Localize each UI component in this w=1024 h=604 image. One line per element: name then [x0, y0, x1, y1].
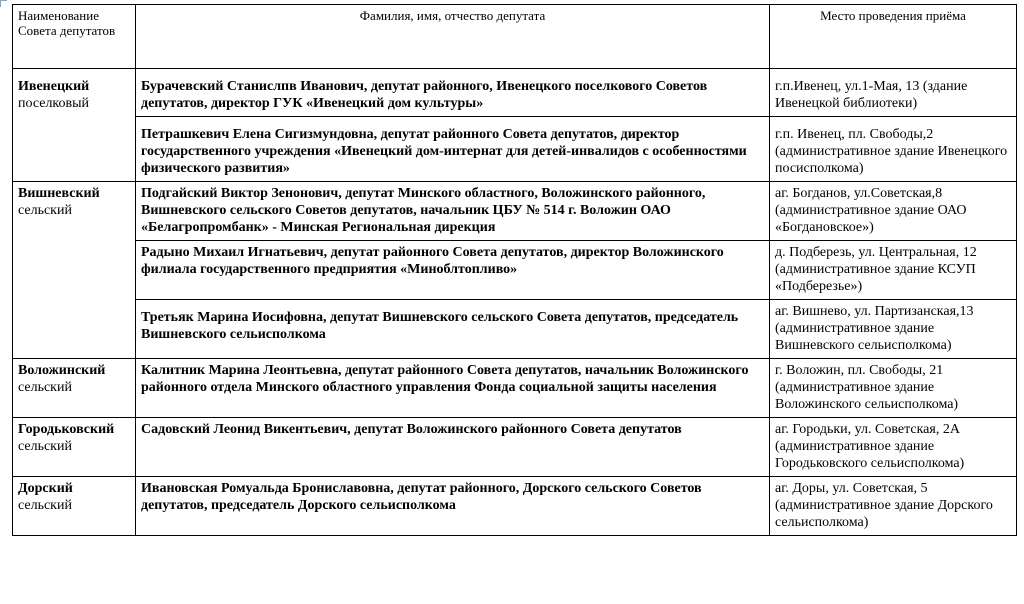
deputy-text: Калитник Марина Леонтьевна, депутат районного Совета депутатов, начальник Воложинского районного отдела Минского областного управления Фонда социальной защиты населения [141, 363, 749, 395]
header-council: Наименование Совета депутатов [13, 5, 136, 69]
deputy-text: Ивановская Ромуальда Брониславовна, депутат районного, Дорского сельского Советов депутатов, председатель Дорского сельисполкома [141, 481, 702, 513]
council-type: сельский [18, 380, 72, 395]
place-cell [770, 69, 1017, 117]
council-type: сельский [18, 203, 72, 218]
table-row [13, 117, 1017, 182]
deputy-text: Садовский Леонид Викентьевич, депутат Воложинского районного Совета депутатов [141, 422, 682, 437]
deputy-text: Подгайский Виктор Зенонович, депутат Минского областного, Воложинского районного, Вишневского сельского Советов депутатов, начальник ЦБУ № 514 г. Воложин ОАО «Белагропромбанк» - Минская Региональная дирекция [141, 186, 706, 235]
place-cell [770, 241, 1017, 300]
council-cell [13, 69, 136, 182]
table-row [13, 69, 1017, 117]
council-type: поселковый [18, 96, 90, 111]
council-name: Ивенецкий [18, 79, 90, 94]
header-place: Место проведения приёма [770, 5, 1017, 69]
deputy-cell [136, 117, 770, 182]
place-cell [770, 477, 1017, 536]
deputy-text: Радыно Михаил Игнатьевич, депутат районного Совета депутатов, директор Воложинского филиала государственного предприятия «Миноблтопливо» [141, 245, 724, 277]
deputy-cell [136, 182, 770, 241]
deputies-table [12, 4, 1017, 536]
table-row [13, 241, 1017, 300]
place-cell [770, 418, 1017, 477]
page-corner-mark [0, 0, 7, 7]
place-text: аг. Городьки, ул. Советская, 2А (административное здание Городьковского сельисполкома) [775, 422, 965, 471]
deputy-text: Петрашкевич Елена Сигизмундовна, депутат районного Совета депутатов, директор государственного учреждения «Ивенецкий дом-интернат для детей-инвалидов с особенностями физического развития» [141, 127, 747, 176]
council-name: Городьковский [18, 422, 115, 437]
deputy-cell [136, 300, 770, 359]
council-name: Воложинский [18, 363, 106, 378]
table-row [13, 418, 1017, 477]
council-cell [13, 359, 136, 418]
place-text: д. Подберезь, ул. Центральная, 12 (административное здание КСУП «Подберезье») [775, 245, 977, 294]
deputy-cell [136, 359, 770, 418]
council-cell [13, 182, 136, 359]
council-cell [13, 477, 136, 536]
table-row [13, 359, 1017, 418]
deputy-cell [136, 241, 770, 300]
place-text: г.п. Ивенец, пл. Свободы,2 (административное здание Ивенецкого посисполкома) [775, 127, 1008, 176]
document [12, 4, 1016, 536]
place-text: аг. Доры, ул. Советская, 5 (административное здание Дорского сельисполкома) [775, 481, 993, 530]
deputy-cell [136, 69, 770, 117]
council-cell [13, 418, 136, 477]
deputy-cell [136, 418, 770, 477]
deputy-text: Бурачевский Станислпв Иванович, депутат районного, Ивенецкого поселкового Советов депутатов, директор ГУК «Ивенецкий дом культуры» [141, 79, 708, 111]
council-type: сельский [18, 498, 72, 513]
council-type: сельский [18, 439, 72, 454]
place-cell [770, 117, 1017, 182]
deputy-cell [136, 477, 770, 536]
header-deputy: Фамилия, имя, отчество депутата [136, 5, 770, 69]
place-text: г.п.Ивенец, ул.1-Мая, 13 (здание Ивенецкой библиотеки) [775, 79, 968, 111]
place-text: аг. Вишнево, ул. Партизанская,13 (административное здание Вишневского сельисполкома) [775, 304, 974, 353]
council-name: Вишневский [18, 186, 100, 201]
place-cell [770, 300, 1017, 359]
council-name: Дорский [18, 481, 73, 496]
place-text: г. Воложин, пл. Свободы, 21 (административное здание Воложинского сельисполкома) [775, 363, 959, 412]
table-row [13, 182, 1017, 241]
table-row [13, 300, 1017, 359]
table-row [13, 477, 1017, 536]
place-text: аг. Богданов, ул.Советская,8 (административное здание ОАО «Богдановское») [775, 186, 967, 235]
place-cell [770, 359, 1017, 418]
table-header-row [13, 5, 1017, 69]
deputy-text: Третьяк Марина Иосифовна, депутат Вишневского сельского Совета депутатов, председатель Вишневского сельисполкома [141, 310, 739, 342]
place-cell [770, 182, 1017, 241]
